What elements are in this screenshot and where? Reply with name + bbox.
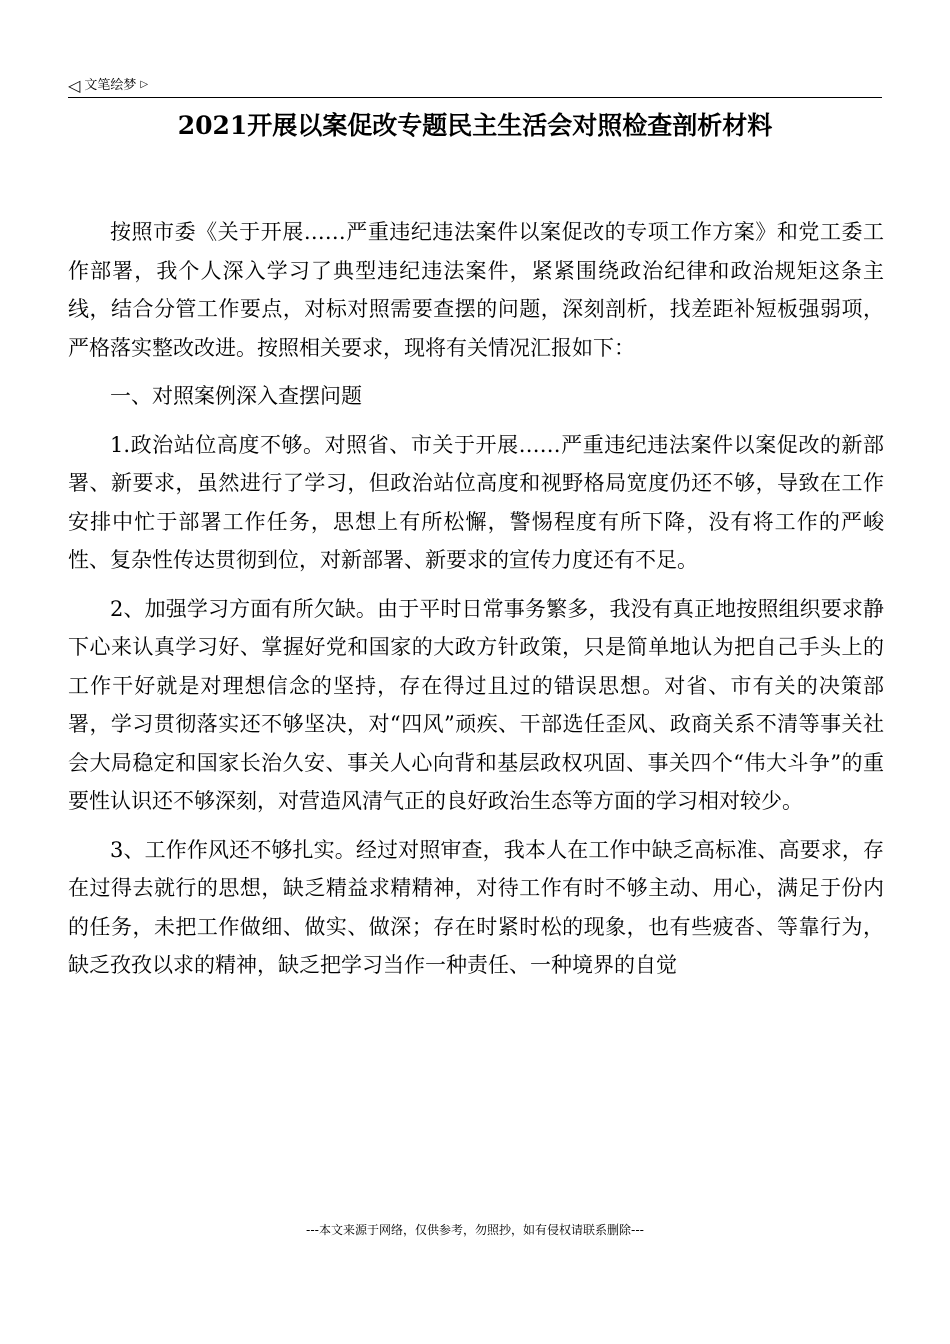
- document-title: 2021开展以案促改专题民主生活会对照检查剖析材料: [177, 111, 773, 140]
- header-label-group: [68, 74, 148, 95]
- paragraph-item-3: 3、工作作风还不够扎实。经过对照审查，我本人在工作中缺乏高标准、高要求，存在过得去就行的思想，缺乏精益求精精神，对待工作有时不够主动、用心，满足于份内的任务，未把工作做细、做实、做深；存在时紧时松的现象，也有些疲沓、等靠行为，缺乏孜孜以求的精神，缺乏把学习当作一种责任、一种境界的自觉: [68, 837, 884, 977]
- header-divider: [68, 97, 882, 98]
- header-label: 文笔绘梦: [84, 78, 137, 93]
- page-header: [68, 74, 882, 98]
- document-body: [68, 213, 884, 987]
- triangle-left-icon: ◁: [68, 76, 81, 95]
- page-footer: ---本文来源于网络，仅供参考，勿照抄，如有侵权请联系删除---: [306, 1223, 644, 1237]
- triangle-right-icon: ▷: [140, 79, 149, 90]
- paragraph-intro: 按照市委《关于开展……严重违纪违法案件以案促改的专项工作方案》和党工委工作部署，我个人深入学习了典型违纪违法案件，紧紧围绕政治纪律和政治规矩这条主线，结合分管工作要点，对标对照需要查摆的问题，深刻剖析，找差距补短板强弱项，严格落实整改改进。按照相关要求，现将有关情况汇报如下：: [68, 220, 884, 360]
- paragraph-item-1: 1.政治站位高度不够。对照省、市关于开展……严重违纪违法案件以案促改的新部署、新要求，虽然进行了学习，但政治站位高度和视野格局宽度仍还不够，导致在工作安排中忙于部署工作任务，思想上有所松懈，警惕程度有所下降，没有将工作的严峻性、复杂性传达贯彻到位，对新部署、新要求的宣传力度还有不足。: [68, 432, 884, 572]
- paragraph-item-2: 2、加强学习方面有所欠缺。由于平时日常事务繁多，我没有真正地按照组织要求静下心来认真学习好、掌握好党和国家的大政方针政策，只是简单地认为把自己手头上的工作干好就是对理想信念的坚持，存在得过且过的错误思想。对省、市有关的决策部署，学习贯彻落实还不够坚决，对“四风”顽疾、干部选任歪风、政商关系不清等事关社会大局稳定和国家长治久安、事关人心向背和基层政权巩固、事关四个“伟大斗争”的重要性认识还不够深刻，对营造风清气正的良好政治生态等方面的学习相对较少。: [68, 596, 884, 813]
- section-heading: 一、对照案例深入查摆问题: [110, 384, 362, 408]
